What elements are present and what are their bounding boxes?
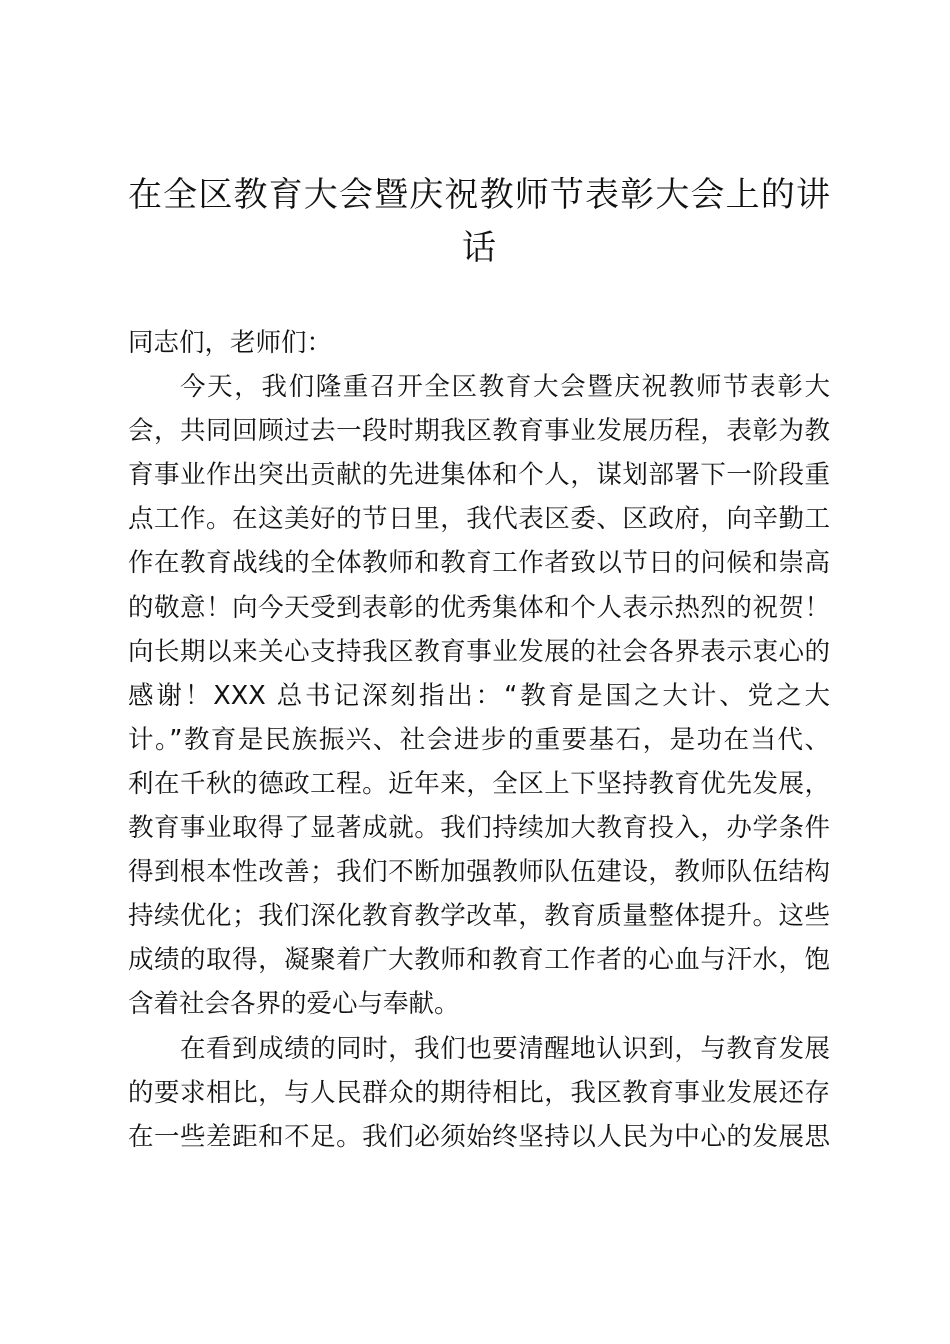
text-line: 会，共同回顾过去一段时期我区教育事业发展历程，表彰为教 — [128, 416, 830, 447]
text-line: 向长期以来关心支持我区教育事业发展的社会各界表示衷心的 — [128, 636, 830, 667]
text-line: 作在教育战线的全体教师和教育工作者致以节日的问候和崇高 — [128, 548, 830, 579]
text-line: 含着社会各界的爱心与奉献。 — [128, 989, 460, 1020]
text-line: 利在千秋的德政工程。近年来，全区上下坚持教育优先发展， — [128, 768, 830, 799]
text-line: 教育事业取得了显著成就。我们持续加大教育投入，办学条件 — [128, 813, 830, 844]
text-line: 在一些差距和不足。我们必须始终坚持以人民为中心的发展思 — [128, 1121, 830, 1152]
document-body — [128, 321, 830, 1159]
document-title-line-2: 话 — [462, 228, 496, 268]
text-line: 在看到成绩的同时，我们也要清醒地认识到，与教育发展 — [180, 1033, 830, 1064]
text-line: 感谢！XXX 总书记深刻指出：“教育是国之大计、党之大 — [128, 680, 830, 711]
text-line: 育事业作出突出贡献的先进集体和个人，谋划部署下一阶段重 — [128, 460, 830, 491]
text-line: 的敬意！向今天受到表彰的优秀集体和个人表示热烈的祝贺！ — [128, 592, 830, 623]
text-line: 的要求相比，与人民群众的期待相比，我区教育事业发展还存 — [128, 1077, 830, 1108]
text-line: 今天，我们隆重召开全区教育大会暨庆祝教师节表彰大 — [180, 372, 830, 403]
text-line: 成绩的取得，凝聚着广大教师和教育工作者的心血与汗水，饱 — [128, 945, 830, 976]
text-line: 点工作。在这美好的节日里，我代表区委、区政府，向辛勤工 — [128, 504, 830, 535]
text-line: 得到根本性改善；我们不断加强教师队伍建设，教师队伍结构 — [128, 857, 830, 888]
text-line: 持续优化；我们深化教育教学改革，教育质量整体提升。这些 — [128, 901, 830, 932]
text-line: 计。”教育是民族振兴、社会进步的重要基石，是功在当代、 — [128, 724, 830, 755]
salutation: 同志们，老师们： — [128, 328, 333, 358]
body-lines — [128, 365, 830, 1159]
document-title-line-1: 在全区教育大会暨庆祝教师节表彰大会上的讲 — [128, 175, 830, 215]
